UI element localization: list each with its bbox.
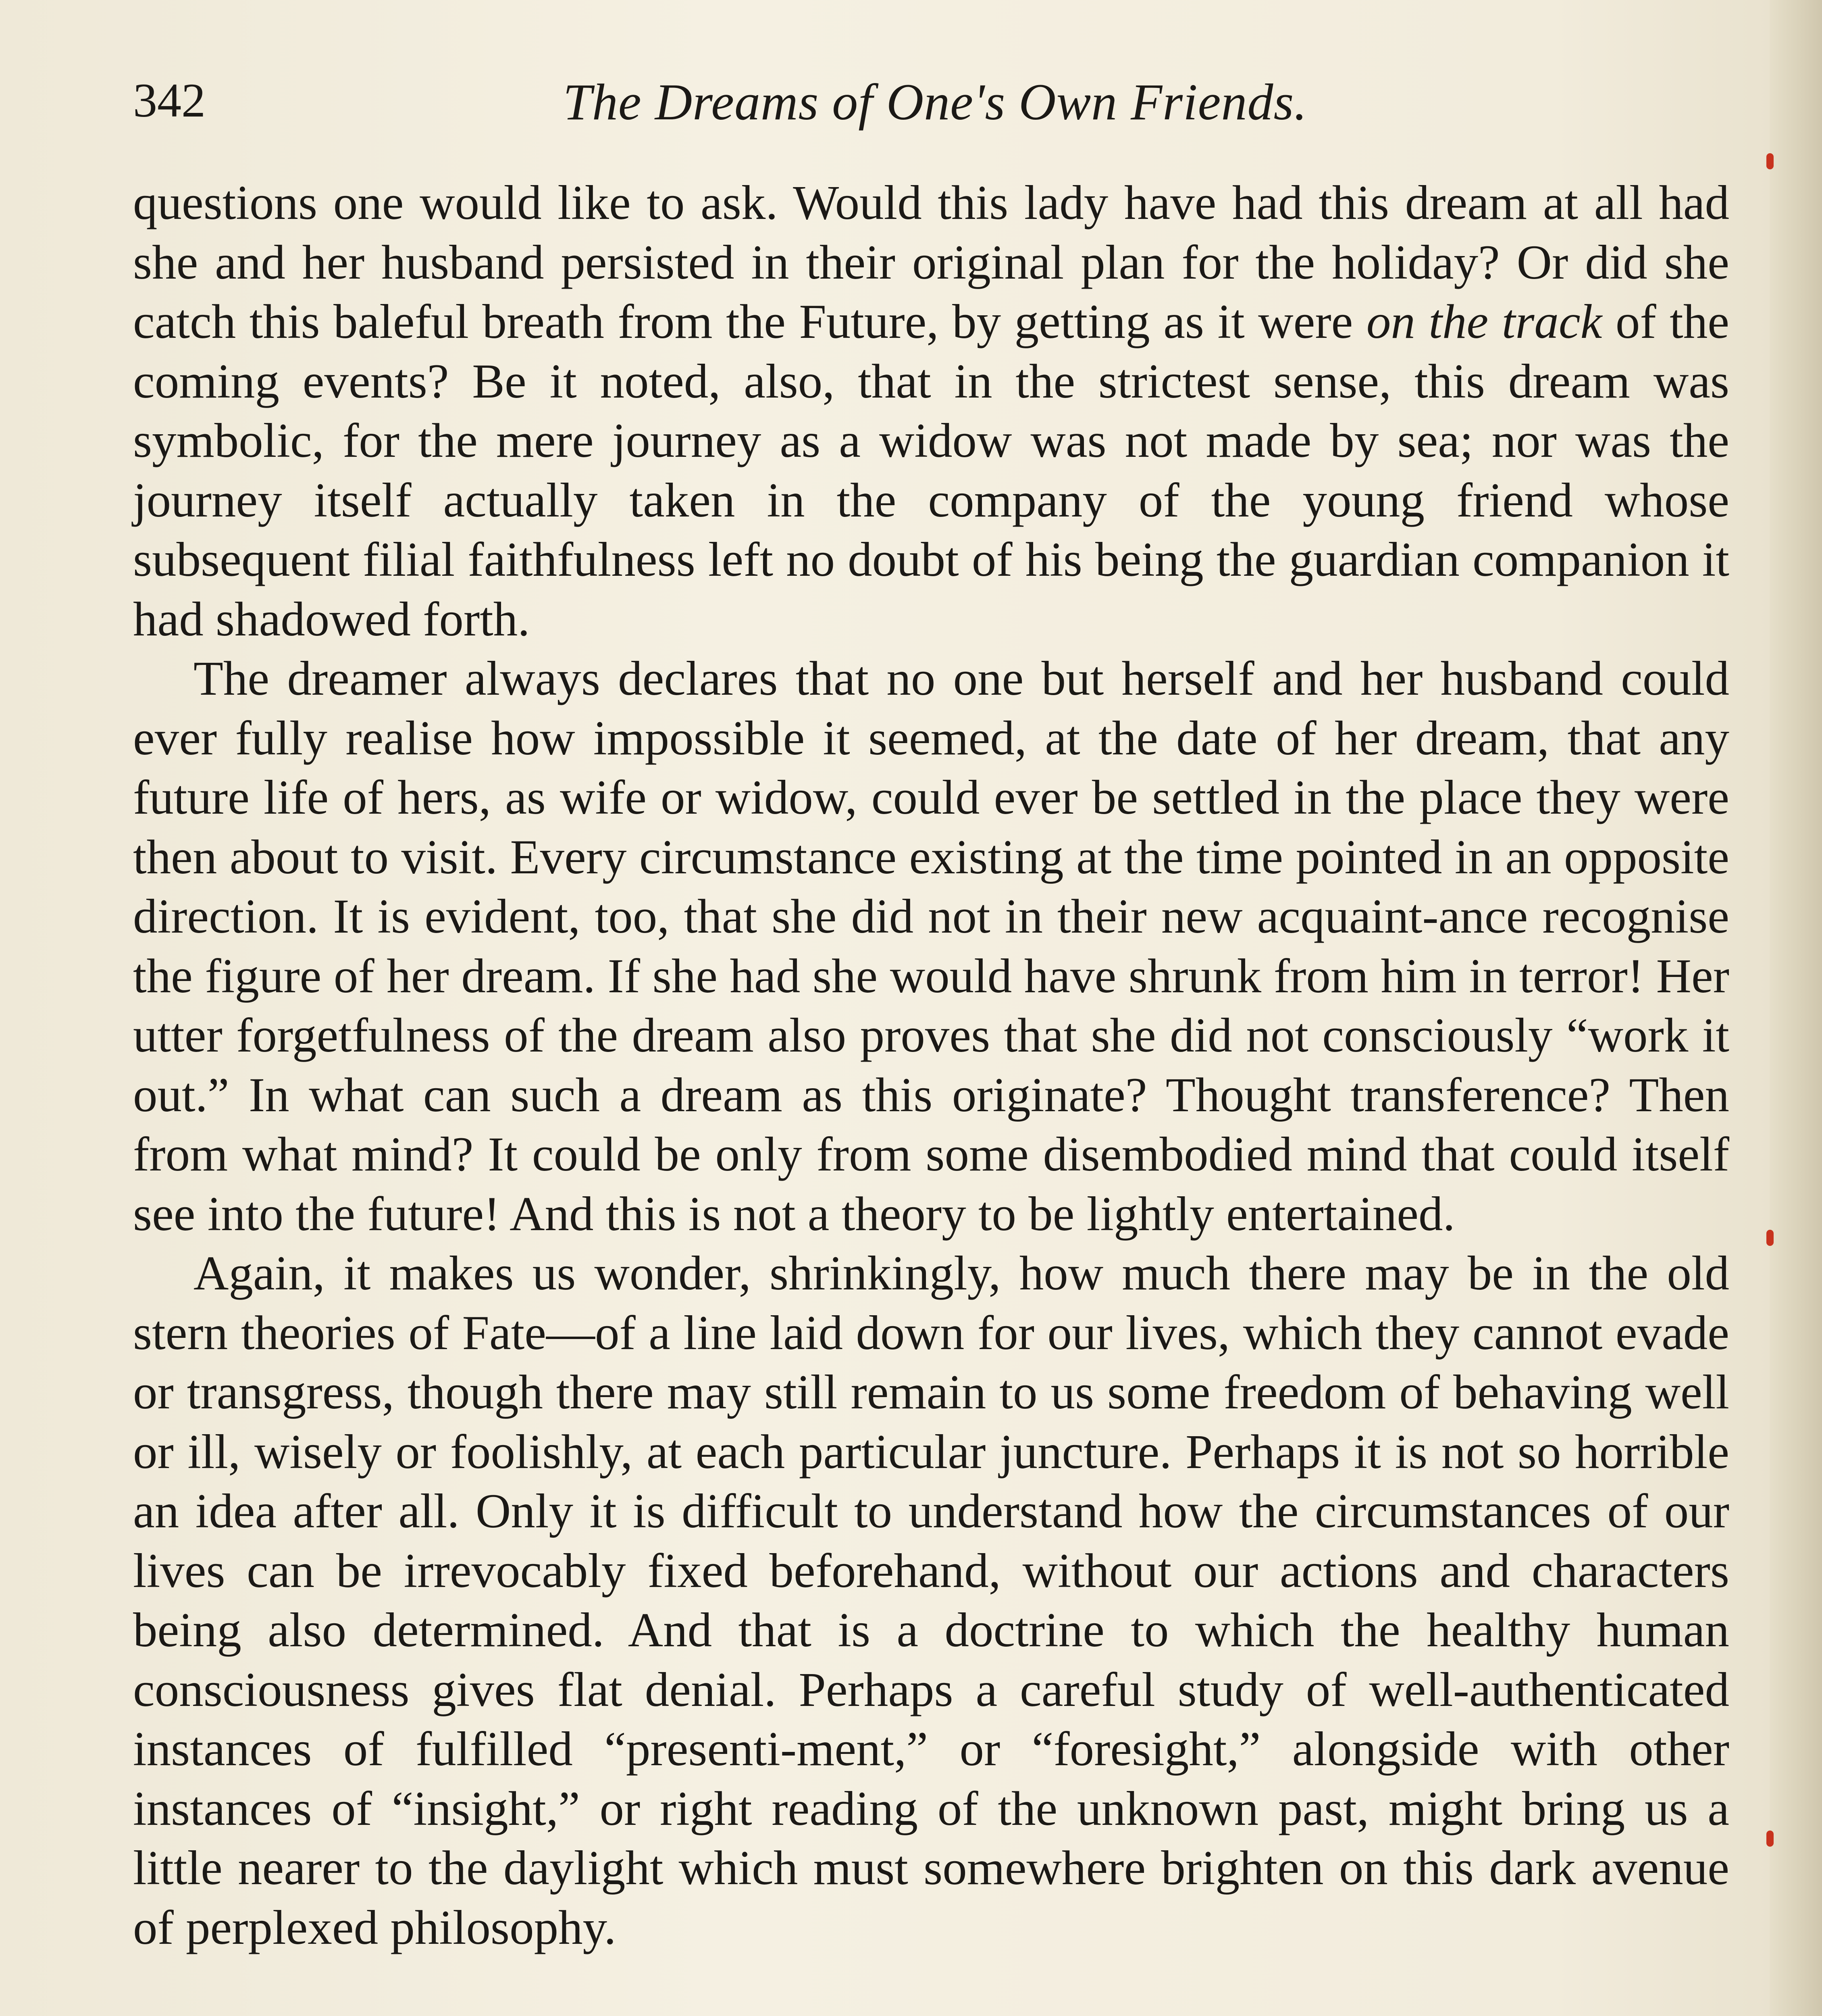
text-run: questions one would like to ask. Would this lady have had this dream at all had she and her husband persisted in their original plan for the holiday? Or did she catch this baleful breath from the Future, by getting as it were	[133, 176, 1729, 349]
paragraph	[133, 173, 1729, 649]
edge-mark	[1766, 153, 1774, 169]
text-run: of the coming events? Be it noted, also, that in the strictest sense, this dream was symbolic, for the mere journey as a widow was not made by sea; nor was the journey itself actually taken in the company of the young friend whose subsequent filial faithfulness left no doubt of his being the guardian companion it had shadowed forth.	[133, 295, 1730, 646]
edge-mark	[1766, 1831, 1774, 1847]
page-header	[133, 65, 1737, 137]
running-title: The Dreams of One's Own Friends.	[563, 73, 1308, 131]
paragraph	[133, 1244, 1729, 1958]
italic-phrase: on the track	[1366, 295, 1602, 349]
page-number: 342	[133, 73, 206, 127]
edge-mark	[1766, 1230, 1774, 1246]
paragraph	[133, 649, 1729, 1244]
text-run: The dreamer always declares that no one but herself and her husband could ever fully realise how impossible it seemed, at the date of her dream, that any future life of hers, as wife or widow, could ever be settled in the place they were then about to visit. Every circumstance existing at the time pointed in an opposite direction. It is evident, too, that she did not in their new acquaint-ance recognise the figure of her dream. If she had she would have shrunk from him in terror! Her utter forgetfulness of the dream also proves that she did not consciously “work it out.” In what can such a dream as this originate? Thought transference? Then from what mind? It could be only from some disembodied mind that could itself see into the future! And this is not a theory to be lightly entertained.	[133, 652, 1729, 1241]
page-edge	[1770, 0, 1822, 2016]
body-text	[133, 173, 1729, 1958]
text-run: Again, it makes us wonder, shrinkingly, how much there may be in the old stern theories of Fate—of a line laid down for our lives, which they cannot evade or transgress, though there may still remain to us some freedom of behaving well or ill, wisely or foolishly, at each particular juncture. Perhaps it is not so horrible an idea after all. Only it is difficult to understand how the circumstances of our lives can be irrevocably fixed beforehand, without our actions and characters being also determined. And that is a doctrine to which the healthy human consciousness gives flat denial. Perhaps a careful study of well-authenticated instances of fulfilled “presenti-ment,” or “foresight,” alongside with other instances of “insight,” or right reading of the unknown past, might bring us a little nearer to the daylight which must somewhere brighten on this dark avenue of perplexed philosophy.	[133, 1246, 1729, 1955]
